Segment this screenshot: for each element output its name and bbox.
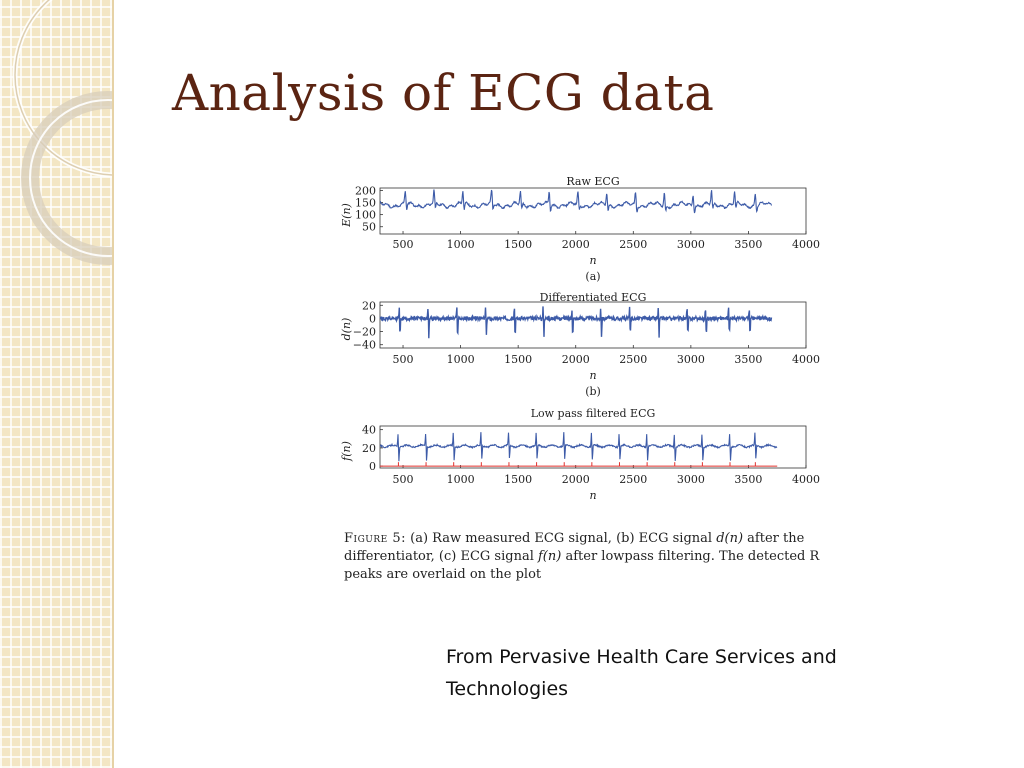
- chart3-title: Low pass filtered ECG: [530, 407, 656, 420]
- chart3-xtick-label: 2000: [561, 473, 590, 486]
- chart2-xtick-label: 2000: [561, 353, 590, 366]
- chart1-xtick-label: 2000: [561, 238, 590, 251]
- caption-text-3: after lowpass filtering. The detected R peaks are overlaid on the plot: [344, 549, 820, 582]
- caption-text-1: (a) Raw measured ECG signal, (b) ECG signal: [405, 531, 717, 546]
- caption-label: Figure 5:: [344, 531, 406, 546]
- chart2-xlabel: n: [589, 369, 597, 382]
- chart2-xtick-label: 1000: [446, 353, 475, 366]
- chart3-xtick-label: 2500: [619, 473, 648, 486]
- chart1-ytick-label: 100: [355, 208, 376, 222]
- chart2-frame: [380, 302, 806, 348]
- caption-math-f: f(n): [538, 549, 562, 564]
- chart2-ytick-label: 20: [362, 299, 376, 313]
- chart3-xtick-label: 3000: [676, 473, 705, 486]
- caption-math-d: d(n): [716, 531, 744, 546]
- chart1-ytick-label: 50: [362, 220, 376, 234]
- chart2-xtick-label: 3500: [734, 353, 763, 366]
- chart1-xtick-label: 2500: [619, 238, 648, 251]
- chart3-xtick-label: 4000: [792, 473, 820, 486]
- chart3-xlabel: n: [589, 489, 597, 502]
- chart2-ytick-label: 0: [369, 312, 376, 326]
- decorative-circles: [0, 0, 114, 260]
- ecg-figure: [318, 170, 838, 590]
- chart2-xtick-label: 2500: [619, 353, 648, 366]
- chart3-ytick-label: 40: [362, 423, 376, 437]
- chart1-frame: [380, 188, 806, 234]
- chart1-xtick-label: 500: [392, 238, 414, 251]
- chart2-ytick-label: −40: [352, 338, 376, 352]
- chart1-xtick-label: 1000: [446, 238, 475, 251]
- figure-caption: [344, 530, 844, 584]
- chart2-xtick-label: 500: [392, 353, 414, 366]
- chart3-ytick-label: 0: [369, 460, 376, 474]
- chart3-ytick-label: 20: [362, 441, 376, 455]
- caption-text-2: after the differentiator, (c) ECG signal: [344, 531, 805, 564]
- chart1-xtick-label: 1500: [504, 238, 533, 251]
- chart2-xtick-label: 3000: [676, 353, 705, 366]
- chart1-xlabel: n: [589, 254, 597, 267]
- source-attribution: [446, 641, 886, 705]
- ecg-charts: [318, 170, 838, 520]
- chart2-xtick-label: 4000: [792, 353, 820, 366]
- chart1-panel-label: (a): [585, 270, 601, 283]
- chart1-xtick-label: 3500: [734, 238, 763, 251]
- chart2-panel-label: (b): [585, 385, 601, 398]
- chart2-ytick-label: −20: [352, 325, 376, 339]
- chart3-xtick-label: 3500: [734, 473, 763, 486]
- chart1-xtick-label: 3000: [676, 238, 705, 251]
- chart3-xtick-label: 1000: [446, 473, 475, 486]
- chart1-title: Raw ECG: [566, 175, 620, 188]
- chart1-xtick-label: 4000: [792, 238, 820, 251]
- slide-title: Analysis of ECG data: [172, 64, 715, 122]
- decorative-sidebar: [0, 0, 114, 768]
- chart3-ylabel: f(n): [340, 441, 353, 461]
- chart1-ytick-label: 200: [355, 184, 376, 198]
- chart3-xtick-label: 500: [392, 473, 414, 486]
- chart3-xtick-label: 1500: [504, 473, 533, 486]
- chart1-ylabel: E(n): [340, 203, 353, 227]
- chart2-title: Differentiated ECG: [539, 291, 647, 304]
- chart2-xtick-label: 1500: [504, 353, 533, 366]
- chart2-ylabel: d(n): [340, 317, 353, 341]
- source-line-1: From Pervasive Health Care Services and: [446, 646, 837, 668]
- source-line-2: Technologies: [446, 678, 569, 700]
- chart1-ytick-label: 150: [355, 196, 376, 210]
